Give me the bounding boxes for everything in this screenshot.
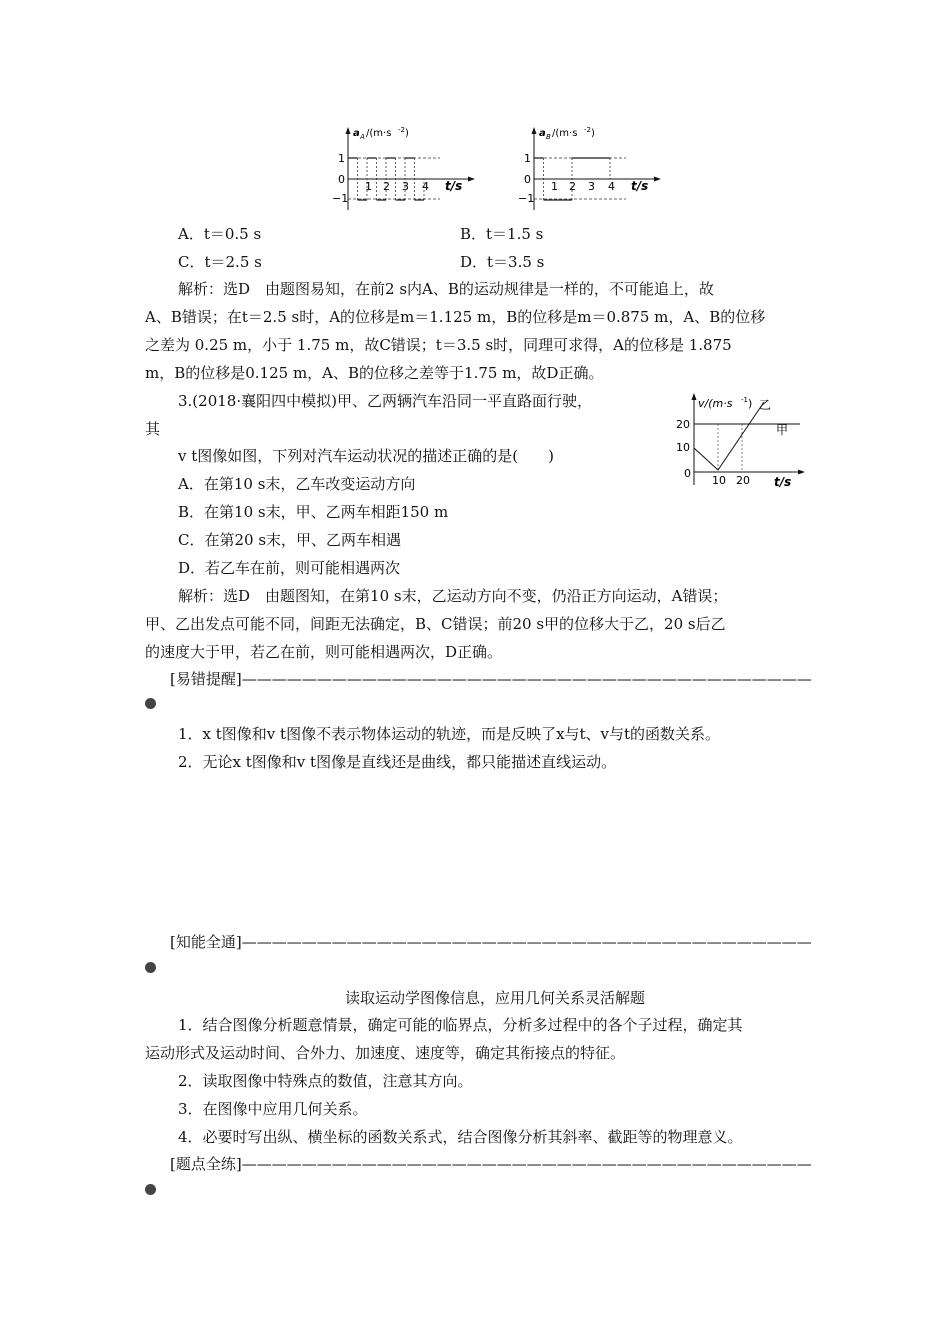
aA-tick-y-0: 0: [338, 173, 345, 186]
bullet-dot-icon: [145, 962, 156, 973]
error-tip-2: 2．无论x t图像和v t图像是直线还是曲线，都只能描述直线运动。: [178, 753, 617, 771]
aB-tick-y-1: 1: [524, 152, 531, 165]
q2-analysis-line-1: 解析：选D 由题图易知，在前2 s内A、B的运动规律是一样的，不可能追上，故: [178, 280, 714, 298]
knowledge-item-4: 4．必要时写出纵、横坐标的函数关系式，结合图像分析其斜率、截距等的物理意义。: [178, 1128, 743, 1146]
aA-tick-y-1: 1: [338, 152, 345, 165]
aB-tick-x-1: 1: [551, 180, 558, 193]
vt-ylabel-close: ): [748, 397, 753, 410]
q3-analysis-line-3: 的速度大于甲，若乙在前，则可能相遇两次，D正确。: [145, 643, 503, 661]
bullet-dot-icon: [145, 698, 156, 709]
aA-tick-x-2: 2: [383, 180, 390, 193]
vt-tick-y-0: 0: [684, 467, 691, 480]
q2-analysis-line-4: m，B的位移是0.125 m，A、B的位移之差等于1.75 m，故D正确。: [145, 364, 604, 382]
section-header-error-tips: [易错提醒]——————————————————————————————————————: [170, 670, 812, 688]
aB-tick-y-0: 0: [524, 173, 531, 186]
aA-ylabel-unit: /(m·s: [366, 128, 392, 139]
graph-vt: [672, 390, 812, 490]
aA-ylabel-close: ): [405, 128, 409, 139]
aA-xlabel: t/s: [445, 179, 463, 193]
q3-analysis-line-2: 甲、乙出发点可能不同，间距无法确定，B、C错误；前20 s甲的位移大于乙，20 s后乙: [145, 615, 726, 633]
q3-stem-line-1: 3.(2018·襄阳四中模拟)甲、乙两辆汽车沿同一平直路面行驶，: [178, 392, 592, 410]
vt-label-yi: 乙: [759, 398, 772, 412]
knowledge-item-1-cont: 运动形式及运动时间、合外力、加速度、速度等，确定其衔接点的特征。: [145, 1044, 626, 1062]
q2-option-b: B．t＝1.5 s: [460, 225, 544, 243]
q3-stem-line-3: v t图像如图，下列对汽车运动状况的描述正确的是( ): [178, 447, 554, 465]
aB-tick-x-4: 4: [608, 180, 615, 193]
q3-option-a: A．在第10 s末，乙车改变运动方向: [178, 475, 416, 493]
aA-ylabel-main: a: [353, 128, 360, 139]
vt-ylabel-unit: v/(m·s: [698, 397, 733, 410]
vt-tick-y-20: 20: [676, 418, 690, 431]
q2-option-d: D．t＝3.5 s: [460, 253, 545, 271]
aA-tick-x-4: 4: [422, 180, 429, 193]
q2-analysis-line-2: A、B错误；在t＝2.5 s时，A的位移是m＝1.125 m，B的位移是m＝0.875 m，A、B的位移: [145, 308, 766, 326]
vt-tick-y-10: 10: [676, 441, 690, 454]
q2-analysis-line-3: 之差为 0.25 m，小于 1.75 m，故C错误；t＝3.5 s时，同理可求得，A的位移是 1.875: [145, 336, 732, 354]
graph-aA: [330, 122, 480, 217]
graph-aB: [516, 122, 666, 217]
q3-option-b: B．在第10 s末，甲、乙两车相距150 m: [178, 503, 449, 521]
q2-option-c: C．t＝2.5 s: [178, 253, 262, 271]
vt-ylabel-exp: -1: [741, 396, 748, 404]
aA-ylabel-sub: A: [360, 133, 365, 141]
section-header-practice: [题点全练]——————————————————————————————————————: [170, 1155, 812, 1173]
vt-tick-x-10: 10: [712, 474, 726, 487]
knowledge-item-3: 3．在图像中应用几何关系。: [178, 1100, 368, 1118]
bullet-dot-icon: [145, 1184, 156, 1195]
aA-tick-y-neg1: −1: [332, 192, 349, 205]
aA-ylabel-exp: -2: [398, 126, 405, 134]
q3-option-c: C．在第20 s末，甲、乙两车相遇: [178, 531, 402, 549]
vt-label-jia: 甲: [776, 423, 789, 437]
aB-ylabel-unit: /(m·s: [552, 128, 578, 139]
section-title: 读取运动学图像信息，应用几何关系灵活解题: [344, 989, 645, 1007]
q3-analysis-line-1: 解析：选D 由题图知，在第10 s末，乙运动方向不变，仍沿正方向运动，A错误；: [178, 587, 728, 605]
knowledge-item-2: 2．读取图像中特殊点的数值，注意其方向。: [178, 1072, 473, 1090]
aB-tick-x-3: 3: [588, 180, 595, 193]
vt-tick-x-20: 20: [736, 474, 750, 487]
aB-xlabel: t/s: [631, 179, 649, 193]
vt-xlabel: t/s: [774, 475, 792, 489]
aB-ylabel-exp: -2: [584, 126, 591, 134]
section-header-knowledge: [知能全通]——————————————————————————————————————: [170, 933, 812, 951]
q3-stem-line-2: 其: [145, 420, 161, 438]
aA-tick-x-1: 1: [365, 180, 372, 193]
error-tip-1: 1．x t图像和v t图像不表示物体运动的轨迹，而是反映了x与t、v与t的函数关系。: [178, 725, 721, 743]
aB-ylabel-sub: B: [546, 133, 551, 141]
vt-line-yi: [694, 402, 764, 470]
q2-option-a: A．t＝0.5 s: [178, 225, 262, 243]
aB-tick-x-2: 2: [569, 180, 576, 193]
knowledge-item-1: 1．结合图像分析题意情景，确定可能的临界点，分析多过程中的各个子过程，确定其: [178, 1016, 743, 1034]
aA-tick-x-3: 3: [402, 180, 409, 193]
q3-option-d: D．若乙车在前，则可能相遇两次: [178, 559, 401, 577]
aB-tick-y-neg1: −1: [518, 192, 535, 205]
aB-ylabel-close: ): [591, 128, 595, 139]
aB-ylabel-main: a: [539, 128, 546, 139]
